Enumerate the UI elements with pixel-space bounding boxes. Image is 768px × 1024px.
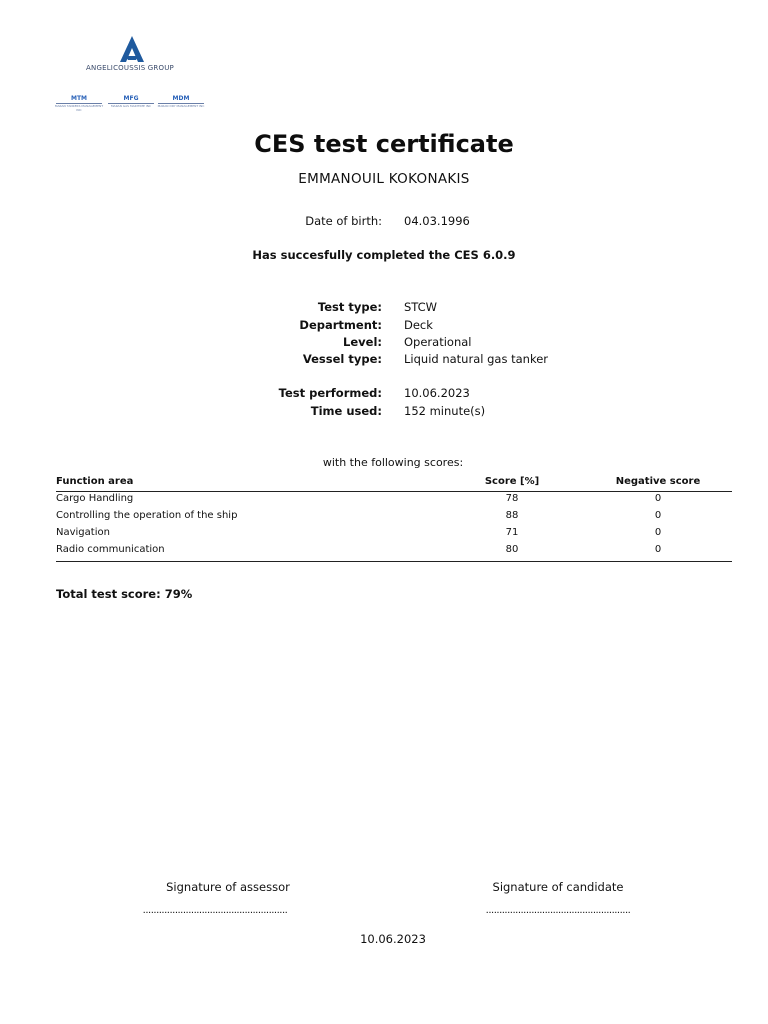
score-cell: 88 bbox=[505, 510, 519, 521]
header-function-area: Function area bbox=[56, 476, 134, 487]
mtm-logo-abbr: MTM bbox=[70, 95, 88, 102]
candidate-signature-label: Signature of candidate bbox=[492, 880, 624, 894]
negative-score-cell: 0 bbox=[654, 493, 662, 504]
table-row bbox=[56, 543, 732, 560]
certificate-title: CES test certificate bbox=[254, 130, 514, 158]
negative-score-cell: 0 bbox=[654, 510, 662, 521]
mdm-logo-abbr: MDM bbox=[172, 95, 190, 102]
score-table bbox=[56, 476, 732, 562]
mtm-logo bbox=[54, 95, 104, 112]
mdm-logo bbox=[156, 95, 206, 109]
vessel-type-label: Vessel type: bbox=[302, 352, 382, 366]
time-used-value: 152 minute(s) bbox=[404, 404, 486, 418]
negative-score-cell: 0 bbox=[654, 544, 662, 555]
assessor-signature-label: Signature of assessor bbox=[166, 880, 290, 894]
department-value: Deck bbox=[404, 318, 433, 332]
score-cell: 78 bbox=[505, 493, 519, 504]
test-performed-label: Test performed: bbox=[278, 386, 382, 400]
header-negative-score: Negative score bbox=[615, 476, 701, 487]
mfg-logo-abbr: MFG bbox=[123, 95, 139, 102]
completion-statement: Has succesfully completed the CES 6.0.9 bbox=[252, 248, 516, 262]
score-cell: 80 bbox=[505, 544, 519, 555]
dob-label: Date of birth: bbox=[305, 214, 382, 228]
table-row bbox=[56, 509, 732, 526]
signature-date: 10.06.2023 bbox=[360, 932, 426, 946]
function-area-cell: Controlling the operation of the ship bbox=[56, 510, 238, 521]
header-score: Score [%] bbox=[484, 476, 540, 487]
table-row bbox=[56, 492, 732, 509]
vessel-type-value: Liquid natural gas tanker bbox=[404, 352, 548, 366]
mfg-logo-small-text: MARAN GAS MARITIME INC bbox=[110, 104, 152, 108]
table-row bbox=[56, 526, 732, 543]
function-area-cell: Cargo Handling bbox=[56, 493, 134, 504]
score-cell: 71 bbox=[505, 527, 519, 538]
negative-score-cell: 0 bbox=[654, 527, 662, 538]
test-performed-value: 10.06.2023 bbox=[404, 386, 470, 400]
candidate-name: EMMANOUIL KOKONAKIS bbox=[298, 171, 470, 187]
mtm-logo-small-text: MARAN TANKERS MANAGEMENT INC bbox=[54, 104, 104, 112]
candidate-signature-line: ...................................................... bbox=[485, 905, 631, 916]
test-type-label: Test type: bbox=[317, 300, 382, 314]
test-type-value: STCW bbox=[404, 300, 438, 314]
department-label: Department: bbox=[299, 318, 382, 332]
mdm-logo-small-text: MARAN DRY MANAGEMENT INC bbox=[157, 104, 205, 108]
function-area-cell: Radio communication bbox=[56, 544, 165, 555]
table-bottom-rule bbox=[56, 561, 732, 562]
time-used-label: Time used: bbox=[310, 404, 382, 418]
dob-value: 04.03.1996 bbox=[404, 214, 470, 228]
score-table-header bbox=[56, 476, 732, 492]
assessor-signature-line: ...................................................... bbox=[142, 905, 288, 916]
mfg-logo bbox=[106, 95, 156, 109]
level-value: Operational bbox=[404, 335, 472, 349]
level-label: Level: bbox=[343, 335, 382, 349]
scores-intro: with the following scores: bbox=[322, 456, 464, 469]
company-logo-text: ANGELICOUSSIS GROUP bbox=[86, 64, 174, 72]
total-test-score: Total test score: 79% bbox=[56, 587, 193, 601]
function-area-cell: Navigation bbox=[56, 527, 110, 538]
